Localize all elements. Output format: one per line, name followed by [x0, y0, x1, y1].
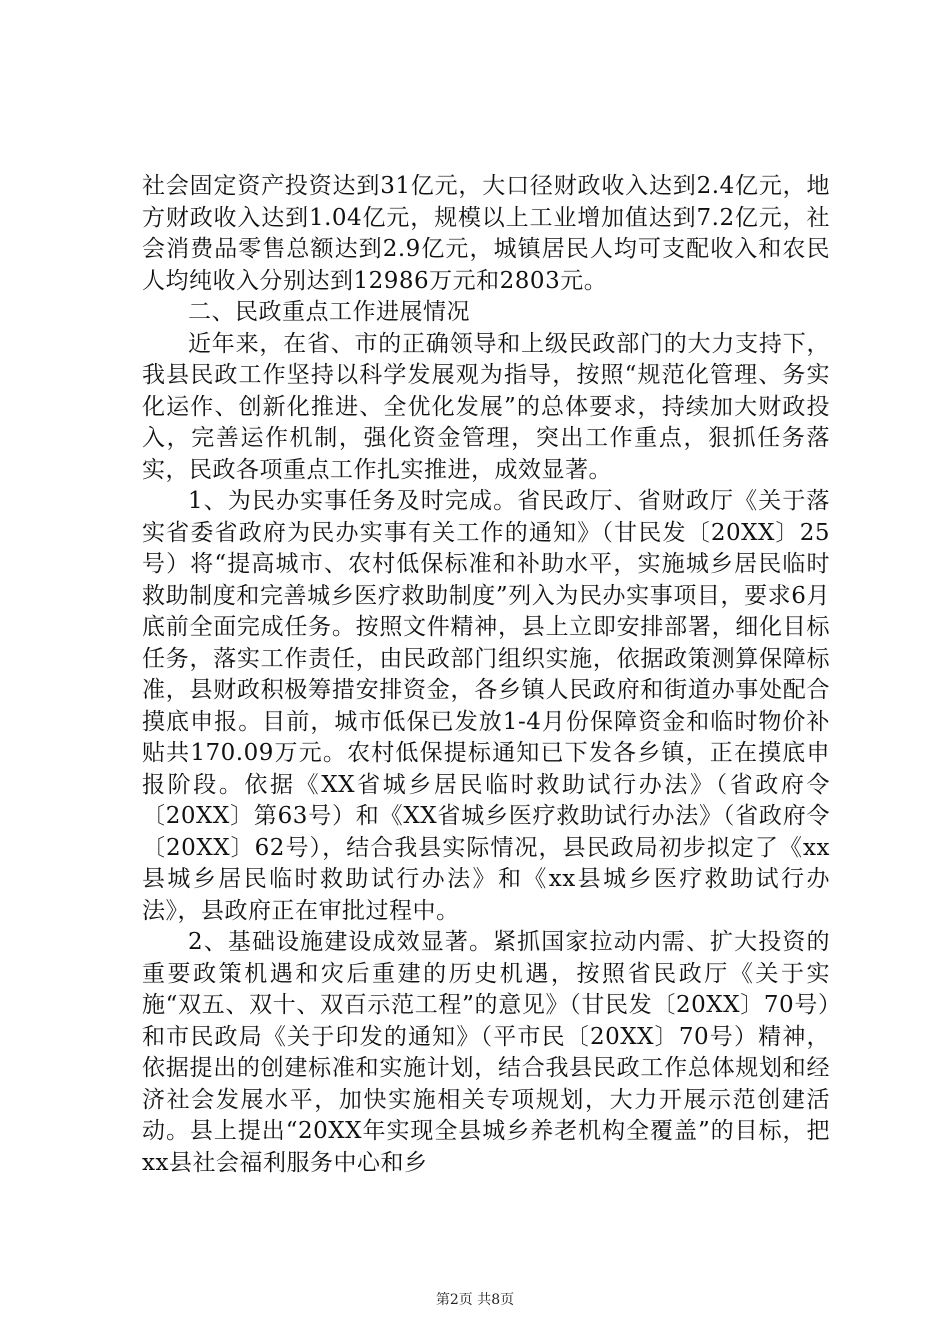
paragraph-item-2: 2、基础设施建设成效显著。紧抓国家拉动内需、扩大投资的重要政策机遇和灾后重建的历史机遇，按照省民政厅《关于实施“双五、双十、双百示范工程”的意见》（甘民发〔20XX〕70号）和市民政局《关于印发的通知》（平市民〔20XX〕70号）精神，依据提出的创建标准和实施计划，结合我县民政工作总体规划和经济社会发展水平，加快实施相关专项规划，大力开展示范创建活动。县上提出“20XX年实现全县城乡养老机构全覆盖”的目标，把xx县社会福利服务中心和乡	[142, 929, 830, 1176]
paragraph-economy-figures: 社会固定资产投资达到31亿元，大口径财政收入达到2.4亿元，地方财政收入达到1.04亿元，规模以上工业增加值达到7.2亿元，社会消费品零售总额达到2.9亿元，城镇居民人均可支配收入和农民人均纯收入分别达到12986万元和2803元。	[142, 173, 830, 294]
paragraph-overview: 近年来，在省、市的正确领导和上级民政部门的大力支持下，我县民政工作坚持以科学发展观为指导，按照“规范化管理、务实化运作、创新化推进、全优化发展”的总体要求，持续加大财政投入，完善运作机制，强化资金管理，突出工作重点，狠抓任务落实，民政各项重点工作扎实推进，成效显著。	[142, 330, 830, 483]
document-body	[142, 171, 830, 1179]
page-footer: 第2页 共8页	[435, 1292, 515, 1308]
section-heading: 二、民政重点工作进展情况	[188, 299, 470, 325]
paragraph-item-1: 1、为民办实事任务及时完成。省民政厅、省财政厅《关于落实省委省政府为民办实事有关工作的通知》（甘民发〔20XX〕25号）将“提高城市、农村低保标准和补助水平，实施城乡居民临时救助制度和完善城乡医疗救助制度”列入为民办实事项目，要求6月底前全面完成任务。按照文件精神，县上立即安排部署，细化目标任务，落实工作责任，由民政部门组织实施，依据政策测算保障标准，县财政积极筹措安排资金，各乡镇人民政府和街道办事处配合摸底申报。目前，城市低保已发放1-4月份保障资金和临时物价补贴共170.09万元。农村低保提标通知已下发各乡镇，正在摸底申报阶段。依据《XX省城乡居民临时救助试行办法》（省政府令〔20XX〕第63号）和《XX省城乡医疗救助试行办法》（省政府令〔20XX〕62号），结合我县实际情况，县民政局初步拟定了《xx县城乡居民临时救助试行办法》和《xx县城乡医疗救助试行办法》，县政府正在审批过程中。	[142, 488, 830, 924]
